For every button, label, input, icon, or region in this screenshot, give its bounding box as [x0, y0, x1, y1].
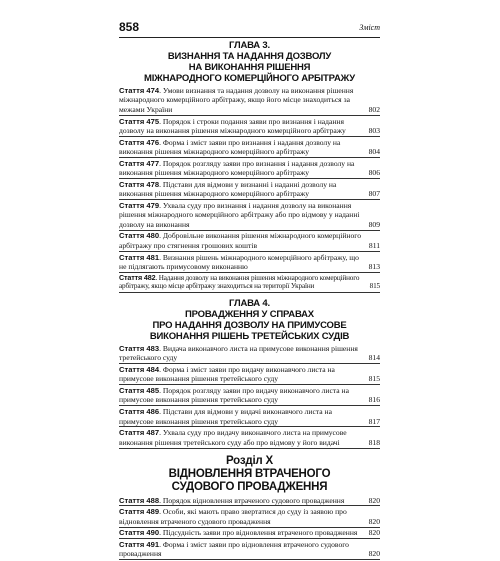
toc-entry-text — [119, 507, 367, 526]
article-number: Стаття 490 — [119, 528, 160, 538]
article-number: Стаття 489 — [119, 507, 160, 517]
toc-entry — [119, 201, 380, 231]
toc-entry-text — [119, 231, 367, 250]
article-number: Стаття 475 — [119, 116, 160, 126]
page-reference: 804 — [368, 147, 380, 157]
chapter-4-heading — [119, 298, 380, 342]
page-reference: 813 — [368, 261, 380, 271]
heading-line: НА ВИКОНАННЯ РІШЕННЯ — [188, 62, 311, 73]
article-title: . Форма і зміст заяви про видачу виконавчого листа на примусове виконання рішення третейського суду — [119, 364, 335, 384]
article-title: . Ухвала суду про визнання і надання дозволу на виконання рішення міжнародного комерційного арбітражу або про відмову у наданні дозволу на виконання — [119, 200, 360, 229]
article-number: Стаття 481 — [119, 252, 160, 262]
chapter-3-heading — [119, 40, 380, 84]
toc-entry-text — [119, 138, 367, 157]
article-title: . Порядок розгляду заяви про визнання і надання дозволу на виконання рішення міжнародного комерційного арбітражу — [119, 158, 355, 178]
heading-line: СУДОВОГО ПРОВАДЖЕННЯ — [171, 480, 328, 493]
toc-entry — [119, 386, 380, 406]
toc-entry — [119, 407, 380, 427]
heading-line: ВІДНОВЛЕННЯ ВТРАЧЕНОГО — [168, 467, 331, 480]
article-title: . Порядок відновлення втраченого судового провадження — [159, 495, 345, 505]
toc-entry — [119, 117, 380, 137]
page-reference: 818 — [368, 437, 380, 447]
toc-entry — [119, 528, 380, 539]
toc-entry — [119, 86, 380, 116]
toc-entry — [119, 274, 380, 293]
heading-line: ВИЗНАННЯ ТА НАДАННЯ ДОЗВОЛУ — [167, 51, 332, 62]
toc-entry — [119, 428, 380, 448]
toc-entry-text — [119, 344, 367, 363]
article-title: . Порядок розгляду заяви про видачу виконавчого листа на примусове виконання рішення третейського суду — [119, 386, 349, 405]
toc-entry-text — [119, 407, 367, 426]
toc-entry-text — [119, 201, 367, 229]
toc-entry-text — [119, 180, 367, 199]
heading-line: Розділ X — [225, 454, 274, 467]
article-number: Стаття 476 — [119, 137, 160, 147]
page-reference: 820 — [368, 549, 380, 559]
heading-line: ГЛАВА 3. — [229, 40, 270, 51]
toc-entry — [119, 159, 380, 179]
running-title: Зміст — [359, 23, 380, 32]
page-reference: 817 — [368, 416, 380, 426]
article-number: Стаття 486 — [119, 407, 160, 417]
article-number: Стаття 478 — [119, 179, 160, 189]
toc-entry — [119, 540, 380, 560]
article-number: Стаття 477 — [119, 158, 160, 168]
heading-line: МІЖНАРОДНОГО КОМЕРЦІЙНОГО АРБІТРАЖУ — [144, 73, 355, 84]
article-number: Стаття 484 — [119, 364, 160, 374]
heading-line: ГЛАВА 4. — [229, 297, 270, 309]
page-reference: 820 — [368, 528, 380, 538]
page-reference: 816 — [368, 395, 380, 405]
heading-line: ПРО НАДАННЯ ДОЗВОЛУ НА ПРИМУСОВЕ — [152, 319, 347, 331]
article-title: . Порядок і строки подання заяви про визнання і надання дозволу на виконання рішення міжнародного комерційного арбітражу — [119, 116, 346, 135]
toc-entry-text — [119, 386, 367, 405]
article-number: Стаття 479 — [119, 200, 160, 210]
page-reference: 820 — [368, 495, 380, 505]
article-title: . Форма і зміст заяви про відновлення втраченого судового провадження — [119, 540, 349, 559]
toc-entry-text — [119, 159, 367, 178]
table-of-contents — [119, 40, 380, 561]
toc-entry-text — [119, 528, 367, 537]
page-reference: 815 — [368, 374, 380, 384]
page-number: 858 — [119, 20, 140, 34]
article-number: Стаття 491 — [119, 540, 160, 550]
page-reference: 803 — [368, 125, 380, 135]
section-10-heading — [119, 455, 380, 494]
article-title: . Форма і зміст заяви про визнання і надання дозволу на виконання рішення міжнародного комерційного арбітражу — [119, 137, 341, 157]
toc-entry — [119, 138, 380, 158]
toc-entry — [119, 231, 380, 251]
heading-line: ПРОВАДЖЕННЯ У СПРАВАХ — [185, 308, 314, 320]
page-reference: 802 — [368, 104, 380, 114]
toc-entry — [119, 365, 380, 385]
heading-line: ВИКОНАННЯ РІШЕНЬ ТРЕТЕЙСЬКИХ СУДІВ — [149, 330, 350, 342]
toc-entry-text — [119, 496, 367, 505]
toc-entry-text — [119, 540, 367, 559]
article-number: Стаття 488 — [119, 495, 160, 505]
article-title: . Видача виконавчого листа на примусове виконання рішення третейського суду — [119, 343, 358, 363]
page-reference: 820 — [368, 516, 380, 526]
section-10-entries — [119, 496, 380, 561]
toc-entry-text — [119, 428, 367, 447]
article-title: . Надання дозволу на виконання рішення міжнародного комерційного арбітражу, якщо місце арбітражу знаходиться на території України — [119, 273, 360, 291]
page-reference: 809 — [368, 219, 380, 229]
chapter-4-entries — [119, 344, 380, 449]
article-number: Стаття 485 — [119, 386, 160, 395]
article-title: . Умови визнання та надання дозволу на виконання рішення міжнародного комерційного арбітражу, якщо його місце знаходиться за межами України — [119, 86, 354, 114]
article-title: . Ухвала суду про видачу виконавчого листа на примусове виконання рішення третейського суду або про відмову у його видачі — [119, 428, 347, 447]
article-number: Стаття 483 — [119, 343, 160, 353]
article-number: Стаття 474 — [119, 86, 160, 95]
page-header — [119, 19, 380, 38]
toc-entry-text — [119, 86, 367, 114]
toc-entry-text — [119, 274, 368, 292]
toc-entry — [119, 496, 380, 507]
page-reference: 815 — [369, 282, 380, 291]
toc-entry — [119, 180, 380, 200]
article-number: Стаття 480 — [119, 231, 160, 241]
article-title: . Підсудність заяви про відновлення втраченого провадження — [159, 528, 358, 538]
page-reference: 806 — [368, 168, 380, 178]
article-title: . Добровільне виконання рішення міжнародного комерційного арбітражу про стягнення грошових коштів — [119, 231, 362, 250]
article-title: . Підстави для відмови у визнанні і наданні дозволу на виконання рішення міжнародного комерційного арбітражу — [119, 179, 337, 199]
article-number: Стаття 482 — [119, 272, 156, 282]
toc-entry-text — [119, 365, 367, 384]
toc-entry — [119, 253, 380, 273]
article-title: . Визнання рішень міжнародного комерційного арбітражу, що не підлягають примусовому виконанню — [119, 252, 359, 271]
article-title: . Підстави для відмови у видачі виконавчого листа на примусове виконання рішення третейського суду — [119, 407, 332, 426]
article-number: Стаття 487 — [119, 428, 160, 438]
article-title: . Особи, які мають право звертатися до суду із заявою про відновлення втраченого судового провадження — [119, 507, 347, 526]
page-reference: 814 — [368, 353, 380, 363]
toc-entry-text — [119, 117, 367, 136]
toc-entry — [119, 507, 380, 527]
page-reference: 811 — [368, 240, 380, 250]
toc-entry-text — [119, 253, 367, 272]
toc-entry — [119, 344, 380, 364]
chapter-3-entries — [119, 86, 380, 293]
page-reference: 807 — [368, 189, 380, 199]
